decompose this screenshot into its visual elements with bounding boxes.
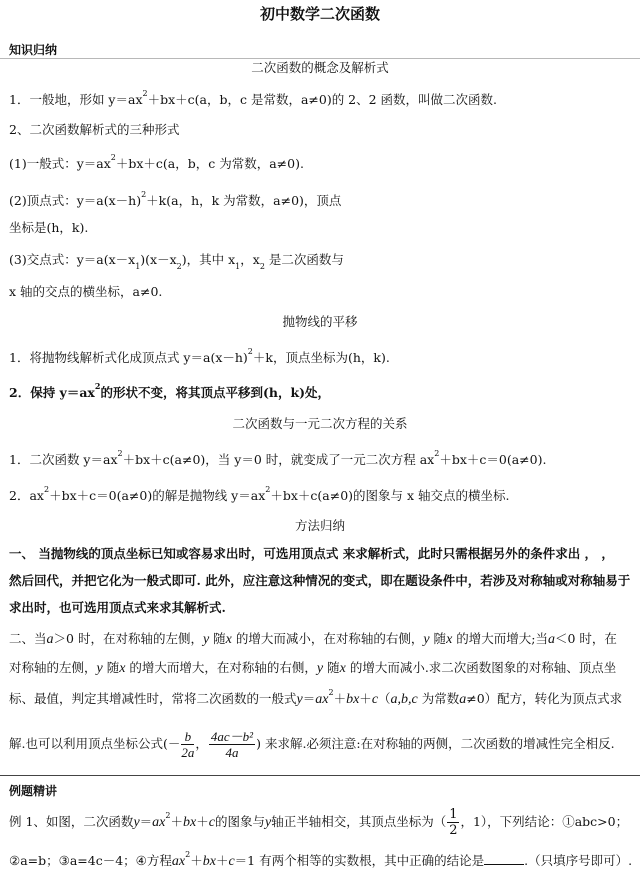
examples-heading: 例题精讲: [9, 784, 58, 798]
section-title-method: 方法归纳: [294, 518, 345, 533]
divider: [0, 775, 640, 776]
paragraph-equation-2: 2．$ax^2+bx+c=0(a\ne 0)$的解是抛物线 $y=ax^2+bx+c(a\ne 0)$的图象与 x 轴交点的横坐标.: [9, 485, 510, 503]
method-2-line-3: 标、最值，判定其增减性时，常将二次函数的一般式$y=ax^2+bx+c(a,b,c$ 为常数a≠0）配方，转化为顶点式求: [9, 688, 623, 707]
fraction-vertex-x: $\frac{b}{2a}$: [181, 729, 195, 760]
divider: [0, 58, 640, 59]
paragraph-intercept-form: (3)交点式：$y=a(x-x_1)(x-x_2)$，其中 $x_1$，$x_2$ 是二次函数与: [9, 252, 344, 271]
fraction-vertex-half: $\frac{1}{2}$: [449, 807, 458, 838]
section-title-concept: 二次函数的概念及解析式: [251, 60, 389, 75]
section-title-translation: 抛物线的平移: [282, 314, 358, 329]
paragraph-three-forms: 2、二次函数解析式的三种形式: [9, 122, 180, 137]
example-1-line-2: ②a=b；③a=4c－4；④方程$ax^2+bx+c=1$ 有两个相等的实数根，其中正确的结论是 .（只填序号即可）.: [9, 850, 633, 869]
method-1-line-1: 一、 当抛物线的顶点坐标已知或容易求出时，可选用顶点式 来求解析式，此时只需根据另外的条件求出 ， ，: [9, 546, 614, 561]
paragraph-vertex-coords: 坐标是(h，k).: [9, 220, 89, 235]
section-title-equation: 二次函数与一元二次方程的关系: [232, 416, 408, 431]
method-2-line-4: 解.也可以利用顶点坐标公式(－ $\frac{b}{2a}$ ， $\frac{\text{4ac－b²}}{4a}$ ) 来求解.必须注意:在对称轴的两侧，二次函数的增减性完全相反.: [9, 729, 615, 760]
paragraph-intercept-note: x 轴的交点的横坐标，a≠0.: [9, 284, 163, 299]
paragraph-definition: 1．一般地，形如 $y=ax^2+bx+c(a$，b，c 是常数，a≠0)的 2、2 函数，叫做二次函数.: [9, 89, 498, 107]
method-2-line-1: 二、当a＞0 时，在对称轴的左侧，y 随x 的增大而减小，在对称轴的右侧，y 随x 的增大而增大;当a＜0 时，在: [9, 631, 617, 647]
fraction-vertex-y: $\frac{\text{4ac－b²}}{4a}$: [210, 729, 254, 760]
paragraph-translation-1: 1．将抛物线解析式化成顶点式 $y=a(x-h)^2+k$，顶点坐标为(h，k).: [9, 347, 390, 365]
page-title: 初中数学二次函数: [259, 5, 380, 23]
paragraph-equation-1: 1．二次函数 $y=ax^2+bx+c(a\ne 0)$，当 y＝0 时，就变成了一元二次方程 $ax^2+bx+c=0(a\ne 0)$.: [9, 449, 547, 467]
method-2-line-2: 对称轴的左侧，y 随x 的增大而增大，在对称轴的右侧，y 随x 的增大而减小.求二次函数图象的对称轴、顶点坐: [9, 660, 617, 676]
knowledge-heading: 知识归纳: [9, 43, 58, 57]
method-1-line-3: 求出时，也可选用顶点式来求其解析式.: [9, 600, 226, 615]
method-1-line-2: 然后回代，并把它化为一般式即可. 此外，应注意这种情况的变式，即在题设条件中，若涉及对称轴或对称轴易于: [9, 573, 631, 588]
example-1-line-1: 例 1、如图，二次函数$y=ax^2+bx+c$的图象与y轴正半轴相交，其顶点坐标为（ $\frac{1}{2}$ ，1），下列结论：①abc>0；: [9, 807, 629, 838]
paragraph-general-form: (1)一般式：$y=ax^2+bx+c(a$，b，c 为常数，a≠0).: [9, 153, 304, 171]
paragraph-translation-2: 2．保持 $y=ax^2$的形状不变，将其顶点平移到(h，k)处，: [9, 381, 331, 400]
paragraph-vertex-form: (2)顶点式：$y=a(x-h)^2+k(a$，h，k 为常数，a≠0)，顶点: [9, 190, 342, 208]
answer-blank[interactable]: [484, 852, 524, 865]
